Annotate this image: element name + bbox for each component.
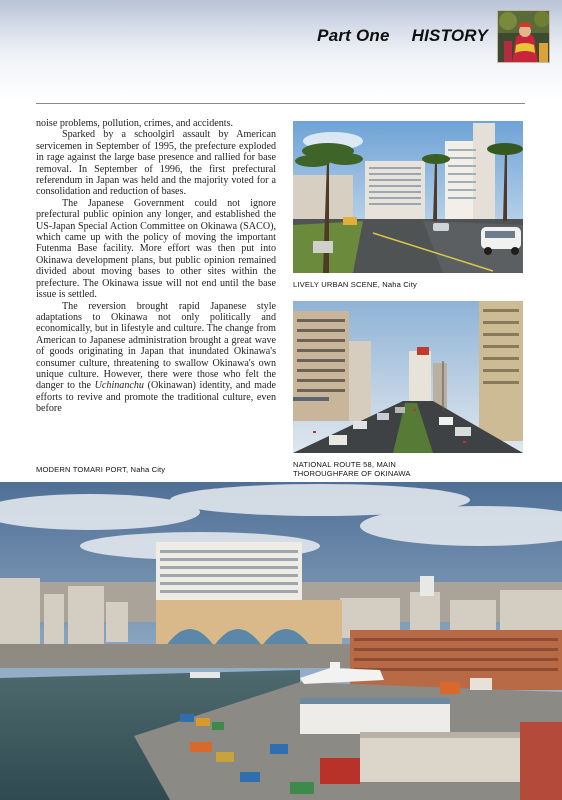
photo-tomari-port bbox=[0, 482, 562, 800]
page-header-title bbox=[317, 26, 488, 46]
header-divider bbox=[36, 103, 525, 104]
photo-urban-scene bbox=[293, 121, 523, 273]
paragraph: The reversion brought rapid Japanese style adaptations to Okinawa not only politically and economically, but in lifestyle and culture. The change from American to Japanese administration brought a great wave of goods originating in Japan that inundated Okinawa's consumer culture, threatening to swallow Okinawa's own unique culture. However, there were those who felt the danger to the Uchinanchu (Okinawan) identity, and made efforts to revive and promote the traditional culture, even before bbox=[36, 300, 276, 415]
caption-urban-scene: LIVELY URBAN SCENE, Naha City bbox=[293, 280, 417, 289]
section-label: HISTORY bbox=[411, 26, 488, 45]
paragraph: noise problems, pollution, crimes, and accidents. bbox=[36, 118, 234, 129]
part-label: Part One bbox=[317, 26, 390, 45]
italic-term: Uchinanchu bbox=[94, 380, 144, 392]
photo-route-58 bbox=[293, 301, 523, 453]
header-thumbnail-photo bbox=[497, 10, 550, 63]
article-body bbox=[36, 118, 276, 415]
caption-route-58: NATIONAL ROUTE 58, MAIN THOROUGHFARE OF OKINAWA bbox=[293, 460, 411, 479]
header-band bbox=[0, 0, 562, 100]
paragraph: The Japanese Government could not ignore prefectural public opinion any longer, and established the US-Japan Special Action Committee on Okinawa (SACO), which came up with the policy of moving the important Futenma Base facility. More effort was then put into Okinawa development plans, but public opinion remained divided about moving bases to other sites within the prefecture. The Okinawa issue will not end until the base issue is settled. bbox=[36, 197, 276, 301]
paragraph: Sparked by a schoolgirl assault by American servicemen in September of 1995, the prefecture exploded in rage against the large base presence and rallied for base removal. In September of 1996, the first prefectural referendum in Japan was held and the majority voted for a consolidation and reduction of bases. bbox=[36, 129, 276, 198]
caption-tomari-port: MODERN TOMARI PORT, Naha City bbox=[36, 465, 166, 474]
